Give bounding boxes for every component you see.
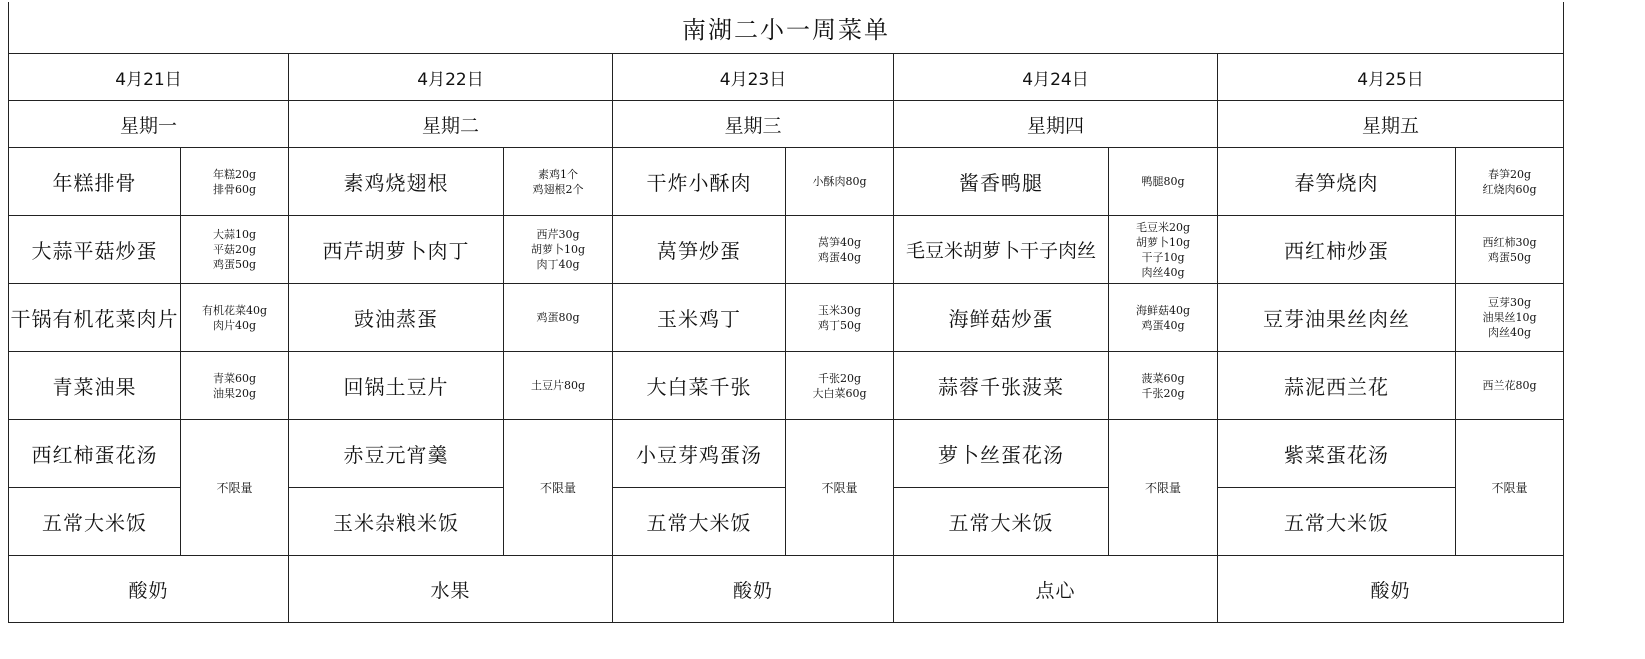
dish-amounts bbox=[504, 284, 613, 352]
amount-line: 小酥肉80g bbox=[812, 175, 867, 188]
soup-row bbox=[9, 420, 1564, 488]
amount-line: 胡萝卜10g bbox=[530, 243, 586, 256]
weekday-header: 星期三 bbox=[613, 101, 894, 148]
amount-line: 玉米30g bbox=[817, 303, 862, 317]
menu-title: 南湖二小一周菜单 bbox=[9, 2, 1564, 54]
unlimited-note: 不限量 bbox=[1109, 420, 1218, 556]
extra-item: 点心 bbox=[894, 556, 1218, 623]
amount-line: 平菇20g bbox=[212, 243, 257, 256]
rice-name: 五常大米饭 bbox=[613, 488, 786, 556]
amount-line: 红烧肉60g bbox=[1482, 182, 1537, 196]
amount-line: 鸡翅根2个 bbox=[532, 182, 584, 196]
amount-line: 千张20g bbox=[817, 371, 862, 385]
soup-name: 赤豆元宵羹 bbox=[289, 420, 504, 488]
dish-name: 豆芽油果丝肉丝 bbox=[1218, 284, 1456, 352]
amount-line: 年糕20g bbox=[212, 167, 257, 181]
dish-amounts bbox=[1456, 284, 1564, 352]
dish-amounts bbox=[504, 352, 613, 420]
dish-amounts bbox=[1456, 148, 1564, 216]
amount-line: 胡萝卜10g bbox=[1135, 235, 1191, 249]
amount-line: 油果20g bbox=[212, 386, 257, 400]
date-header: 4月25日 bbox=[1218, 54, 1564, 101]
dish-amounts bbox=[181, 352, 289, 420]
weekday-row bbox=[9, 101, 1564, 148]
date-header: 4月22日 bbox=[289, 54, 613, 101]
unlimited-note: 不限量 bbox=[1456, 420, 1564, 556]
dish-name: 毛豆米胡萝卜干子肉丝 bbox=[894, 216, 1109, 284]
rice-name: 玉米杂粮米饭 bbox=[289, 488, 504, 556]
amount-line: 菠菜60g bbox=[1141, 371, 1185, 385]
amount-line: 大蒜10g bbox=[212, 228, 257, 241]
amount-line: 青菜60g bbox=[212, 371, 257, 385]
date-row bbox=[9, 54, 1564, 101]
dish-name: 素鸡烧翅根 bbox=[289, 148, 504, 216]
soup-name: 小豆芽鸡蛋汤 bbox=[613, 420, 786, 488]
amount-line: 干子10g bbox=[1141, 250, 1185, 264]
dish-amounts bbox=[1456, 216, 1564, 284]
amount-line: 肉丝40g bbox=[1141, 265, 1185, 279]
dish-row bbox=[9, 284, 1564, 352]
rice-name: 五常大米饭 bbox=[894, 488, 1109, 556]
dish-name: 大白菜千张 bbox=[613, 352, 786, 420]
dish-amounts bbox=[1109, 284, 1218, 352]
dish-name: 年糕排骨 bbox=[9, 148, 181, 216]
dish-row bbox=[9, 216, 1564, 284]
amount-line: 莴笋40g bbox=[817, 235, 862, 249]
amount-line: 春笋20g bbox=[1487, 167, 1532, 181]
amount-line: 西芹30g bbox=[536, 228, 580, 241]
soup-name: 萝卜丝蛋花汤 bbox=[894, 420, 1109, 488]
amount-line: 土豆片80g bbox=[530, 379, 586, 392]
amount-line: 大白菜60g bbox=[812, 386, 867, 400]
dish-amounts bbox=[504, 148, 613, 216]
menu-body bbox=[9, 2, 1564, 623]
dish-amounts bbox=[786, 216, 894, 284]
dish-name: 春笋烧肉 bbox=[1218, 148, 1456, 216]
dish-amounts bbox=[1456, 352, 1564, 420]
dish-name: 酱香鸭腿 bbox=[894, 148, 1109, 216]
amount-line: 毛豆米20g bbox=[1135, 220, 1191, 234]
rice-name: 五常大米饭 bbox=[1218, 488, 1456, 556]
amount-line: 油果丝10g bbox=[1482, 311, 1537, 324]
extra-item: 酸奶 bbox=[1218, 556, 1564, 623]
amount-line: 鸡蛋50g bbox=[212, 258, 257, 271]
dish-name: 干锅有机花菜肉片 bbox=[9, 284, 181, 352]
dish-amounts bbox=[1109, 216, 1218, 284]
menu-table bbox=[8, 2, 1564, 623]
extra-row bbox=[9, 556, 1564, 623]
unlimited-note: 不限量 bbox=[504, 420, 613, 556]
dish-row bbox=[9, 148, 1564, 216]
amount-line: 海鲜菇40g bbox=[1135, 303, 1191, 317]
weekday-header: 星期五 bbox=[1218, 101, 1564, 148]
dish-name: 蒜蓉千张菠菜 bbox=[894, 352, 1109, 420]
amount-line: 有机花菜40g bbox=[201, 303, 268, 317]
dish-name: 回锅土豆片 bbox=[289, 352, 504, 420]
extra-item: 水果 bbox=[289, 556, 613, 623]
menu-sheet bbox=[8, 2, 1564, 623]
amount-line: 西红柿30g bbox=[1482, 235, 1537, 249]
amount-line: 排骨60g bbox=[212, 182, 257, 196]
amount-line: 鸡蛋40g bbox=[817, 250, 862, 264]
soup-name: 紫菜蛋花汤 bbox=[1218, 420, 1456, 488]
amount-line: 素鸡1个 bbox=[538, 167, 578, 181]
dish-amounts bbox=[1109, 148, 1218, 216]
soup-name: 西红柿蛋花汤 bbox=[9, 420, 181, 488]
amount-line: 肉丁40g bbox=[536, 258, 580, 271]
weekday-header: 星期四 bbox=[894, 101, 1218, 148]
dish-name: 蒜泥西兰花 bbox=[1218, 352, 1456, 420]
dish-amounts bbox=[504, 216, 613, 284]
title-row bbox=[9, 2, 1564, 54]
dish-name: 莴笋炒蛋 bbox=[613, 216, 786, 284]
extra-item: 酸奶 bbox=[9, 556, 289, 623]
dish-name: 西红柿炒蛋 bbox=[1218, 216, 1456, 284]
date-header: 4月23日 bbox=[613, 54, 894, 101]
amount-line: 鸭腿80g bbox=[1141, 175, 1185, 188]
dish-amounts bbox=[181, 216, 289, 284]
dish-amounts bbox=[181, 284, 289, 352]
dish-name: 西芹胡萝卜肉丁 bbox=[289, 216, 504, 284]
unlimited-note: 不限量 bbox=[786, 420, 894, 556]
unlimited-note: 不限量 bbox=[181, 420, 289, 556]
date-header: 4月21日 bbox=[9, 54, 289, 101]
amount-line: 鸡蛋40g bbox=[1141, 318, 1185, 332]
weekday-header: 星期一 bbox=[9, 101, 289, 148]
dish-name: 豉油蒸蛋 bbox=[289, 284, 504, 352]
dish-amounts bbox=[1109, 352, 1218, 420]
amount-line: 千张20g bbox=[1141, 386, 1185, 400]
amount-line: 鸡蛋80g bbox=[536, 311, 580, 324]
date-header: 4月24日 bbox=[894, 54, 1218, 101]
dish-name: 青菜油果 bbox=[9, 352, 181, 420]
amount-line: 肉丝40g bbox=[1487, 326, 1532, 339]
dish-row bbox=[9, 352, 1564, 420]
amount-line: 西兰花80g bbox=[1482, 379, 1537, 392]
dish-name: 海鲜菇炒蛋 bbox=[894, 284, 1109, 352]
dish-amounts bbox=[786, 148, 894, 216]
amount-line: 鸡蛋50g bbox=[1487, 250, 1532, 264]
dish-name: 干炸小酥肉 bbox=[613, 148, 786, 216]
dish-amounts bbox=[786, 352, 894, 420]
extra-item: 酸奶 bbox=[613, 556, 894, 623]
dish-name: 玉米鸡丁 bbox=[613, 284, 786, 352]
weekday-header: 星期二 bbox=[289, 101, 613, 148]
dish-amounts bbox=[181, 148, 289, 216]
amount-line: 豆芽30g bbox=[1487, 296, 1532, 309]
dish-name: 大蒜平菇炒蛋 bbox=[9, 216, 181, 284]
dish-amounts bbox=[786, 284, 894, 352]
amount-line: 肉片40g bbox=[212, 318, 257, 332]
amount-line: 鸡丁50g bbox=[817, 318, 862, 332]
rice-name: 五常大米饭 bbox=[9, 488, 181, 556]
